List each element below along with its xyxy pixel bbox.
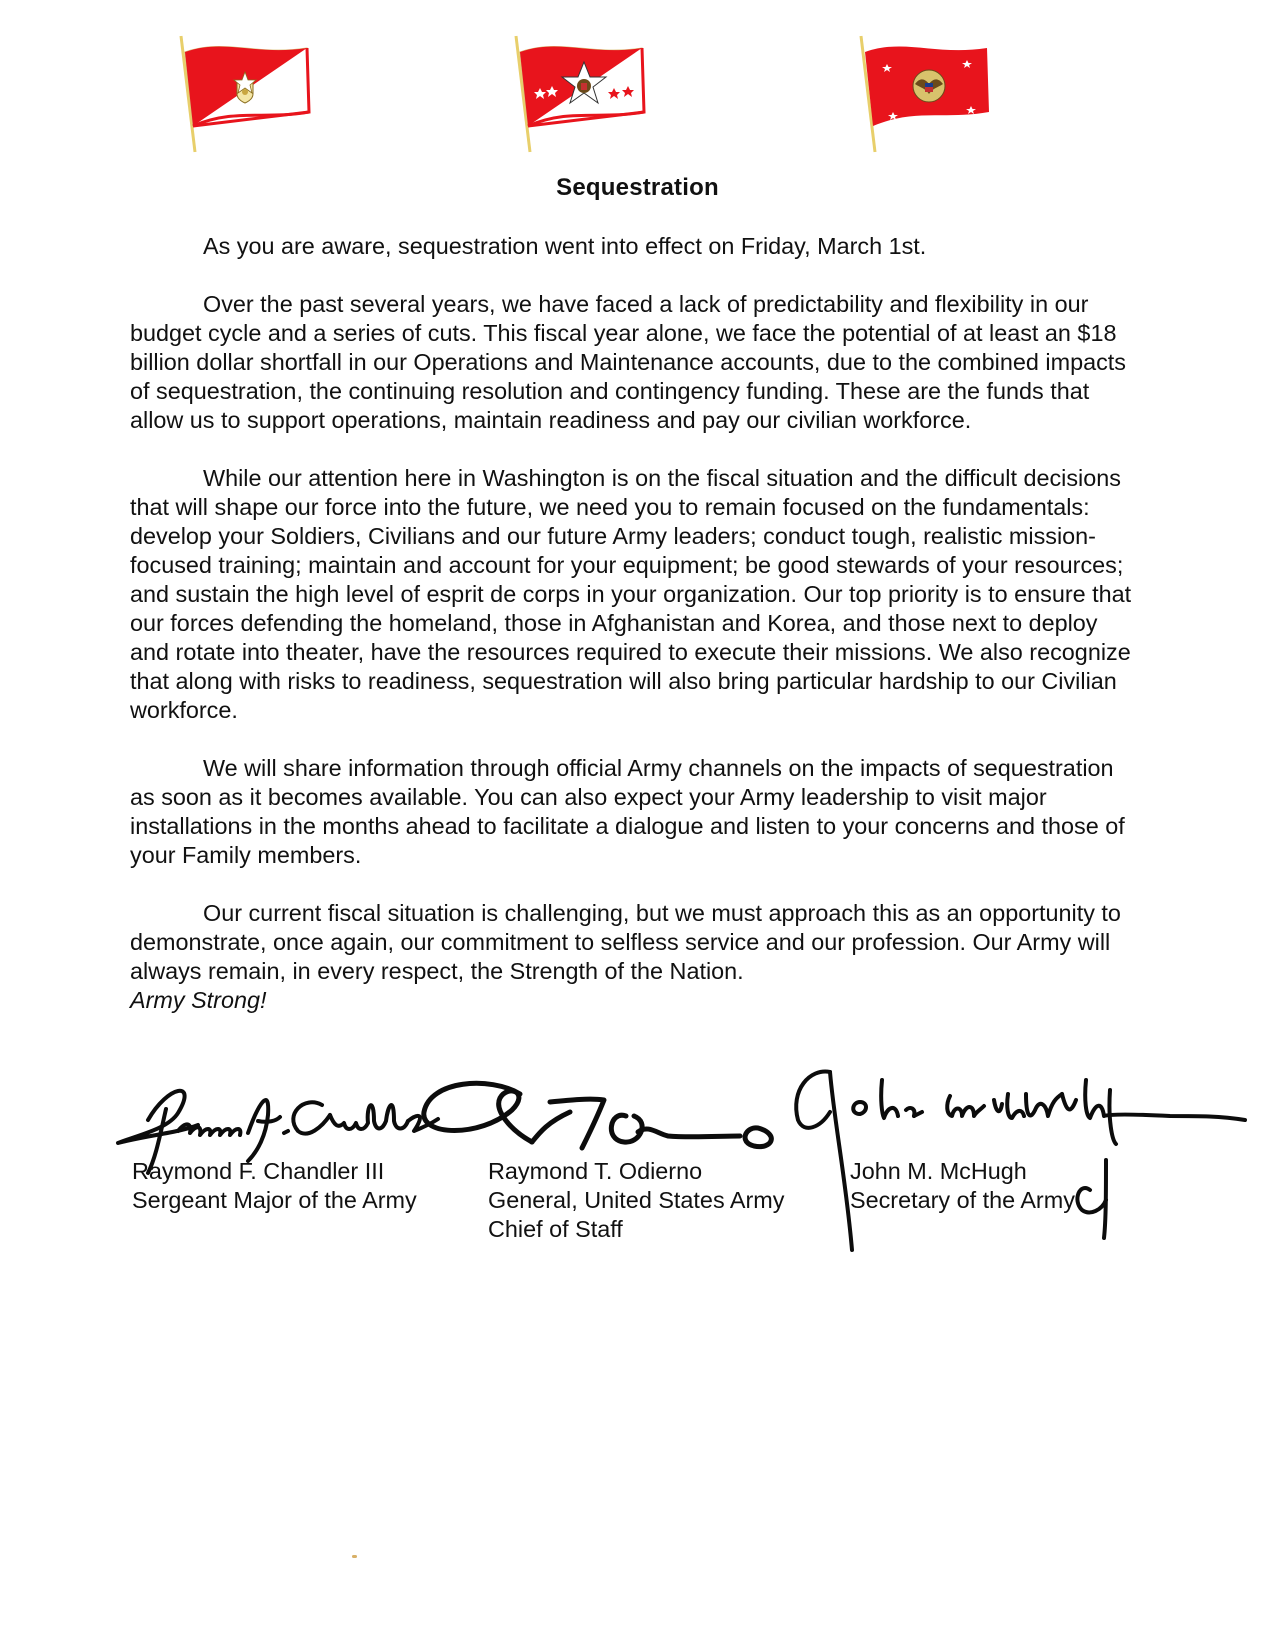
paragraph-5-text: Our current fiscal situation is challenging, but we must approach this as an opportunity to demonstrate, once again, our commitment to selfless service and our profession. Our Army will always remain, in every respect, the Strength of the Nation.: [130, 900, 1121, 984]
signatory-title: Sergeant Major of the Army: [132, 1187, 417, 1213]
signatory-mchugh: [850, 1157, 1075, 1215]
signatory-odierno: [488, 1157, 784, 1244]
signatory-title: Secretary of the Army: [850, 1187, 1075, 1213]
paragraph-1: As you are aware, sequestration went into effect on Friday, March 1st.: [203, 233, 927, 259]
chief-of-staff-flag: [510, 30, 670, 160]
paragraph-3: While our attention here in Washington is on the fiscal situation and the difficult decisions that will shape our force into the future, we need you to remain focused on the fundamentals: develop your Soldiers, Civilians and our future Army leaders; conduct tough, realistic mission-focused training; maintain and account for your equipment; be good stewards of your resources; and sustain the high level of esprit de corps in your organization. Our top priority is to ensure that our forces defending the homeland, those in Afghanistan and Korea, and those next to deploy and rotate into theater, have the resources required to execute their missions. We also recognize that along with risks to readiness, sequestration will also bring particular hardship to our Civilian workforce.: [130, 465, 1132, 723]
star-shield-emblem-icon: [175, 30, 335, 160]
signatory-name: John M. McHugh: [850, 1158, 1027, 1184]
sergeant-major-of-the-army-flag: [175, 30, 335, 160]
eagle-seal-icon: [855, 30, 1015, 160]
signatory-name: Raymond F. Chandler III: [132, 1158, 385, 1184]
paragraph-4: We will share information through official Army channels on the impacts of sequestration as soon as it becomes available. You can also expect your Army leadership to visit major installations in the months ahead to facilitate a dialogue and listen to your concerns and those of your Family members.: [130, 755, 1125, 868]
secretary-of-the-army-flag: [855, 30, 1015, 160]
document-title: Sequestration: [556, 174, 719, 201]
signatory-name: Raymond T. Odierno: [488, 1158, 703, 1184]
paragraph-2: Over the past several years, we have faced a lack of predictability and flexibility in our budget cycle and a series of cuts. This fiscal year alone, we face the potential of at least an $18 billion dollar shortfall in our Operations and Maintenance accounts, due to the combined impacts of sequestration, the continuing resolution and contingency funding. These are the funds that allow us to support operations, maintain readiness and pay our civilian workforce.: [130, 291, 1126, 433]
signatory-chandler: [132, 1157, 417, 1215]
scan-speck: [352, 1555, 357, 1558]
letter-body: [130, 232, 1140, 1015]
signatory-title: General, United States Army: [488, 1187, 785, 1213]
closing-line: Army Strong!: [130, 987, 267, 1013]
paragraph-5: [130, 899, 1140, 1015]
star-eagle-emblem-icon: [510, 30, 670, 160]
signatory-title-2: Chief of Staff: [488, 1216, 623, 1242]
